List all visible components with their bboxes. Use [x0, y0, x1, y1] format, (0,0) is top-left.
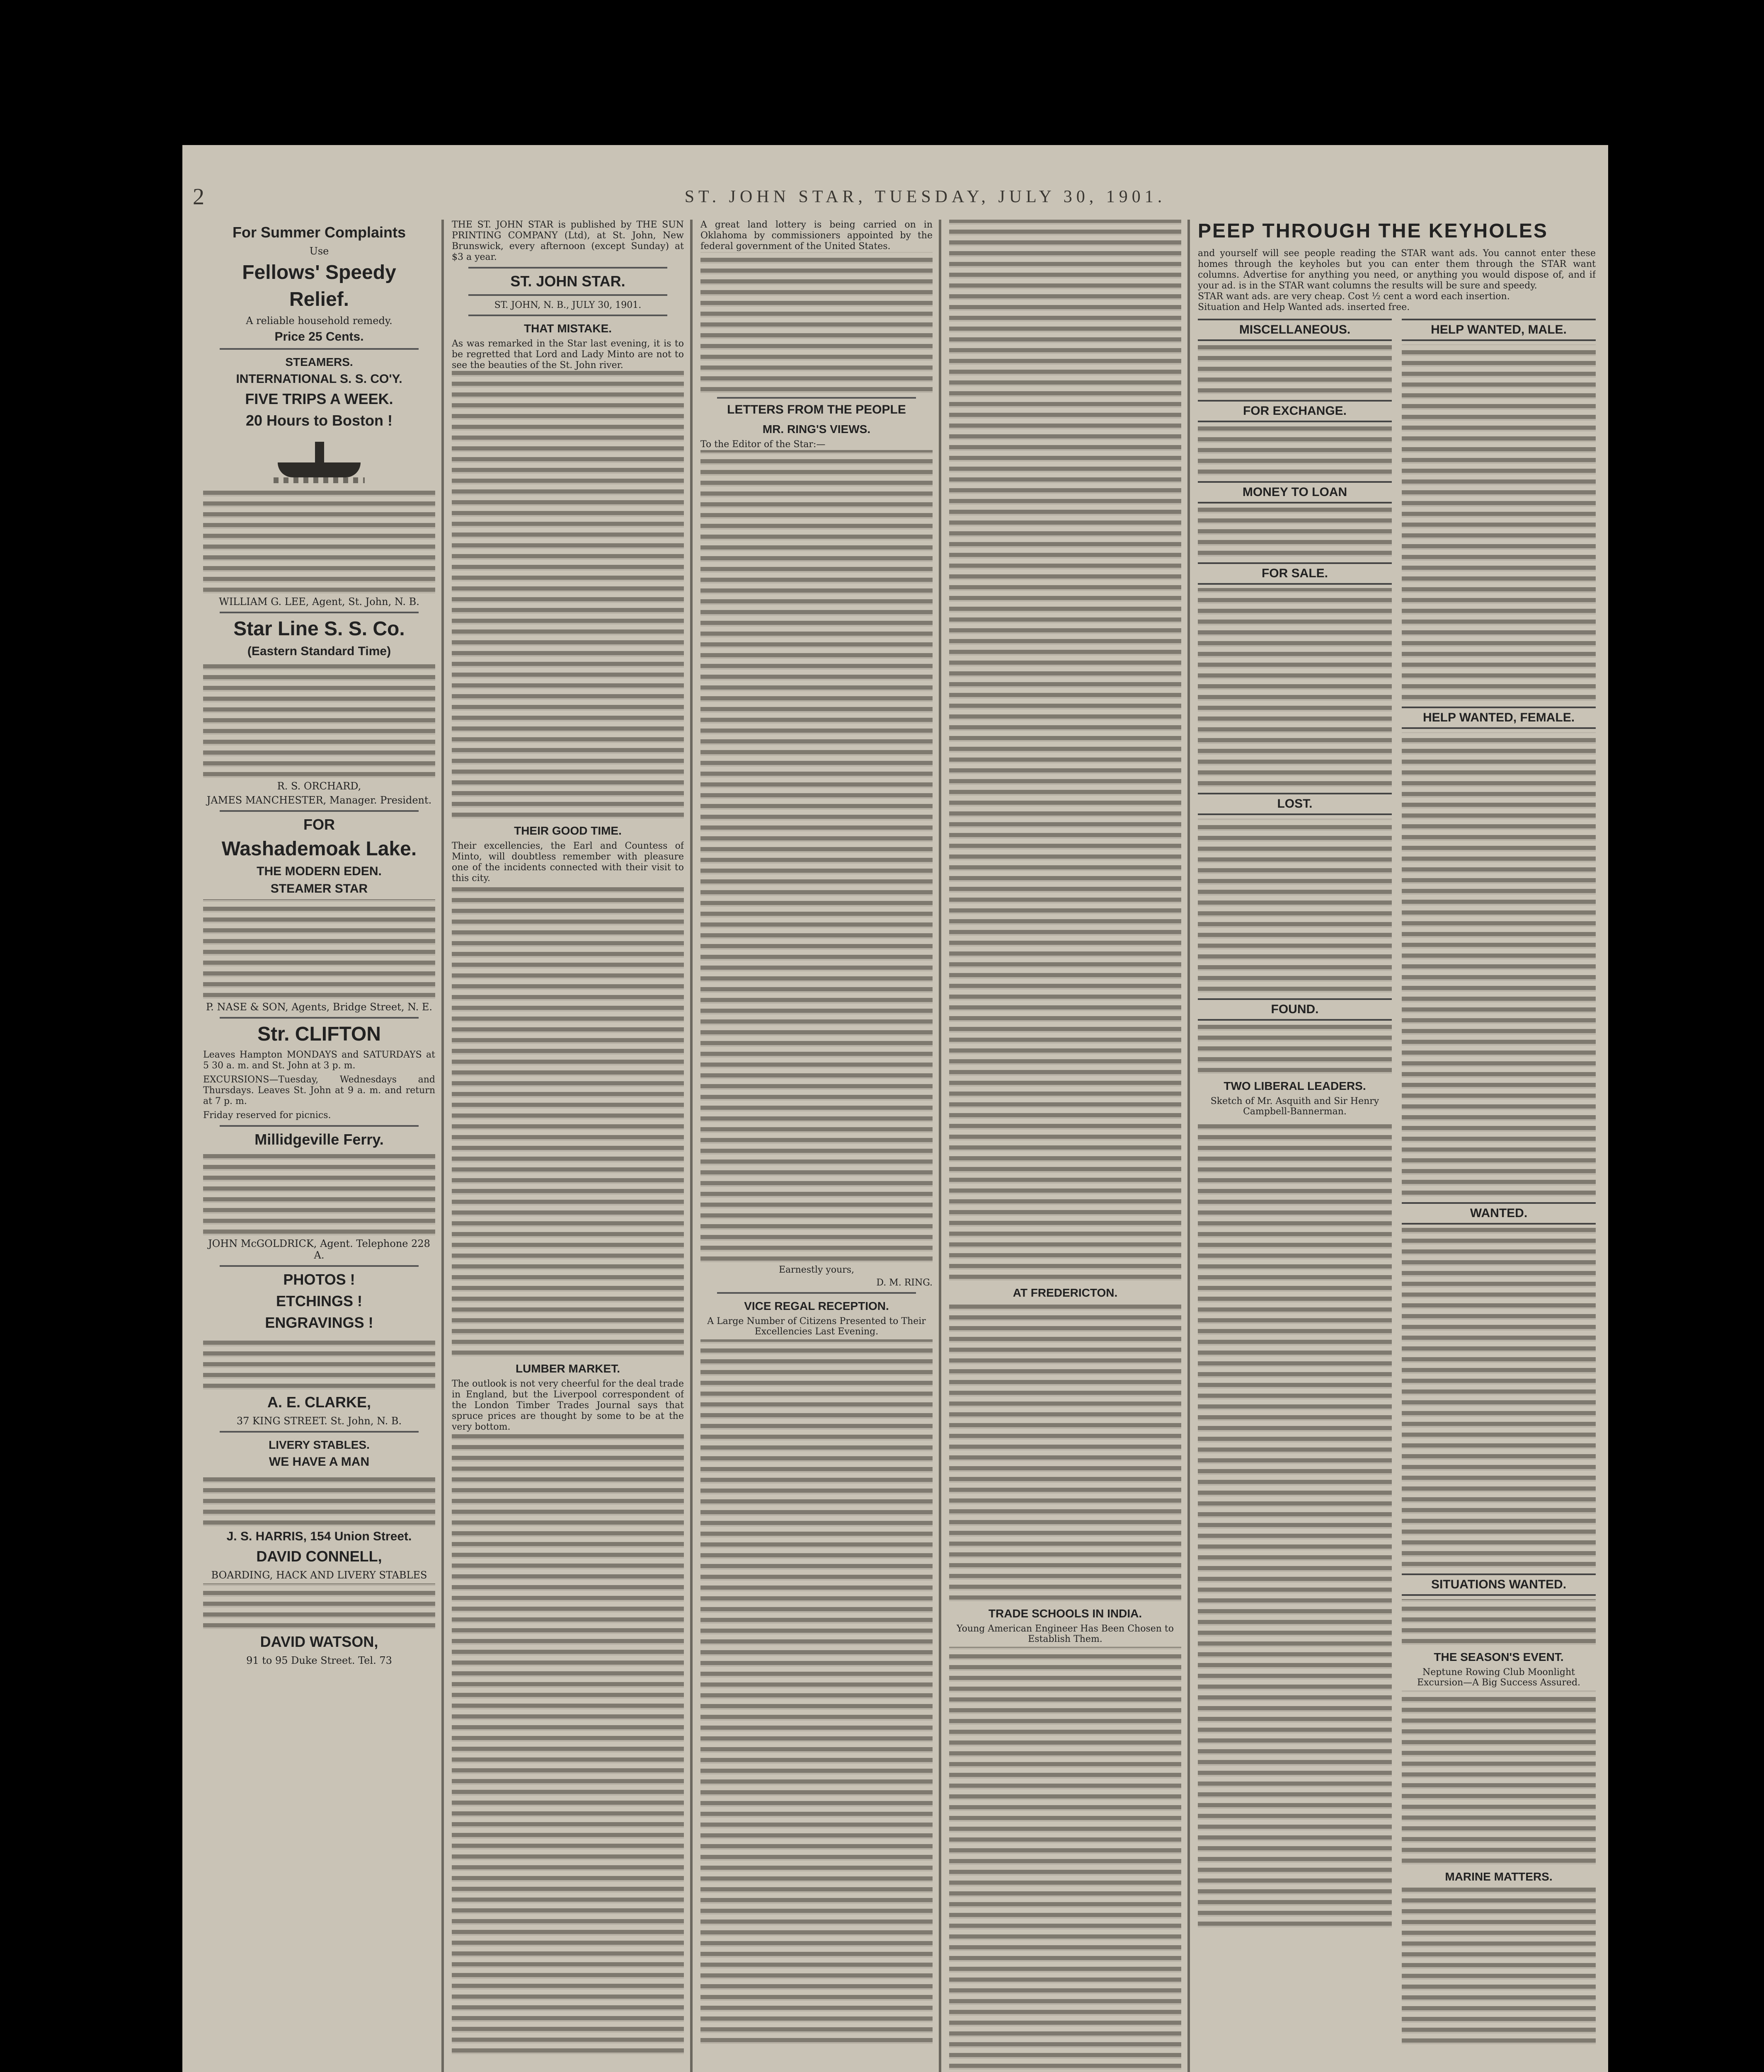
divider [220, 612, 419, 613]
marine-body [1402, 1887, 1596, 2044]
international-boston: 20 Hours to Boston ! [245, 412, 393, 429]
livery-connell-sub: BOARDING, HACK AND LIVERY STABLES [211, 1569, 427, 1581]
photos-firm: A. E. CLARKE, [267, 1394, 371, 1411]
ring-to: To the Editor of the Star:— [700, 439, 826, 450]
international-trips: FIVE TRIPS A WEEK. [245, 390, 393, 407]
trade-body [949, 1647, 1181, 2072]
wanted-body [1402, 1228, 1596, 1568]
classifieds-left [1198, 313, 1392, 2044]
lumber-lede: The outlook is not very cheerful for the deal trade in England, but the Liverpool correspondent of the London Timber Trades Journal says that spruce prices are thought by some to be at the very bottom. [452, 1379, 684, 1432]
connell-text [203, 1583, 435, 1629]
lumber-body [452, 1433, 684, 2054]
liberal-body [1198, 1119, 1392, 1927]
mistake-lede: As was remarked in the Star last evening, it is to be regretted that Lord and Lady Minto are not to see the beauties of the St. John river. [452, 339, 684, 370]
ad-summer-line2: Use [309, 245, 329, 257]
divider [220, 348, 419, 350]
livery-watson: DAVID WATSON, [260, 1633, 378, 1650]
starline-signed1: R. S. ORCHARD, [277, 780, 361, 792]
ring-body [700, 450, 933, 1262]
help-male-head: HELP WANTED, MALE. [1402, 319, 1596, 341]
photos-line1: PHOTOS ! [283, 1271, 355, 1288]
photos-line2: ETCHINGS ! [276, 1293, 362, 1310]
washademoak-agents: P. NASE & SON, Agents, Bridge Street, N. E. [206, 1001, 432, 1013]
ad-summer-line5: A reliable household remedy. [246, 315, 393, 327]
reception-continued-body [949, 220, 1181, 1280]
livery-head: LIVERY STABLES. [269, 1438, 370, 1451]
column-3 [700, 220, 933, 2072]
washademoak-eden: THE MODERN EDEN. [257, 864, 382, 878]
column-4 [949, 220, 1181, 2072]
season-sub: Neptune Rowing Club Moonlight Excursion—A Big Success Assured. [1417, 1667, 1581, 1688]
livery-text [203, 1472, 435, 1526]
steamship-illustration [274, 433, 365, 483]
column-rule [939, 220, 941, 2072]
column-2 [452, 220, 684, 2072]
misc-body [1198, 344, 1392, 394]
starline-signed2: JAMES MANCHESTER, Manager. President. [206, 794, 432, 806]
season-body [1402, 1690, 1596, 1864]
ad-summer-line6: Price 25 Cents. [274, 330, 364, 344]
loan-head: MONEY TO LOAN [1198, 481, 1392, 503]
letters-head: LETTERS FROM THE PEOPLE [727, 403, 906, 416]
found-body [1198, 1024, 1392, 1074]
paper-title: ST. JOHN STAR. [510, 273, 625, 290]
divider [468, 315, 667, 316]
newspaper-page [182, 145, 1608, 2072]
ad-summer-line1: For Summer Complaints [232, 224, 406, 241]
exchange-body [1198, 426, 1392, 475]
column-rule [441, 220, 444, 2072]
photos-text [203, 1336, 435, 1389]
starline-name: Star Line S. S. Co. [233, 618, 405, 640]
international-schedule-text [203, 486, 435, 593]
photos-addr: 37 KING STREET. St. John, N. B. [236, 1415, 402, 1427]
page-number: 2 [193, 184, 208, 210]
fredericton-body [949, 1303, 1181, 1601]
mistake-head: THAT MISTAKE. [523, 322, 612, 335]
lost-body [1198, 818, 1392, 992]
situations-body [1402, 1599, 1596, 1645]
lottery-lede: A great land lottery is being carried on in Oklahoma by commissioners appointed by the federal government of the United States. [700, 220, 933, 252]
column-1 [203, 220, 435, 2072]
publisher-notice: THE ST. JOHN STAR is published by THE SUN PRINTING COMPANY (Ltd), at St. John, New Brunswick, every afternoon (except Sunday) at $3 a year. [452, 220, 684, 262]
help-female-body [1402, 732, 1596, 1196]
sale-head: FOR SALE. [1198, 562, 1392, 585]
millidgeville-text [203, 1152, 435, 1235]
clifton-line2: EXCURSIONS—Tuesday, Wednesdays and Thursdays. Leaves St. John at 9 a. m. and return at 7 p. m. [203, 1075, 435, 1106]
mistake-body [452, 371, 684, 818]
wanted-head: WANTED. [1402, 1202, 1596, 1225]
starline-schedule-text [203, 662, 435, 778]
livery-watson-addr: 91 to 95 Duke Street. Tel. 73 [246, 1655, 392, 1666]
sale-body [1198, 588, 1392, 787]
livery-manwant: WE HAVE A MAN [269, 1455, 370, 1469]
ring-sign: Earnestly yours, [778, 1265, 855, 1275]
vice-head: VICE REGAL RECEPTION. [744, 1300, 889, 1312]
exchange-head: FOR EXCHANGE. [1198, 400, 1392, 422]
millidgeville-name: Millidgeville Ferry. [254, 1131, 384, 1148]
starline-sub: (Eastern Standard Time) [247, 644, 391, 658]
column-5 [1198, 220, 1596, 2072]
liberal-sub: Sketch of Mr. Asquith and Sir Henry Campbell-Bannerman. [1210, 1096, 1379, 1117]
washademoak-steamer: STEAMER STAR [270, 882, 368, 896]
keyholes-body: and yourself will see people reading the STAR want ads. You cannot enter these homes through the keyholes but you can enter them through the STAR want columns. Advertise for anything you need, or anything you would dispose of, and if your ad. is in the STAR want columns the results will be sure and speedy. [1198, 248, 1596, 291]
clifton-name: Str. CLIFTON [257, 1023, 381, 1045]
divider [220, 1431, 419, 1433]
millidgeville-agent: JOHN McGOLDRICK, Agent. Telephone 228 A. [208, 1238, 430, 1261]
divider [220, 1265, 419, 1267]
dateline: ST. JOHN, N. B., JULY 30, 1901. [494, 300, 642, 310]
divider [220, 810, 419, 812]
lumber-head: LUMBER MARKET. [516, 1362, 620, 1375]
good-time-lede: Their excellencies, the Earl and Countess of Minto, will doubtless remember with pleasure one of the incidents connected with their visit to this city. [452, 841, 684, 884]
good-time-body [452, 884, 684, 1356]
keyholes-foot: STAR want ads. are very cheap. Cost ½ cent a word each insertion. [1198, 291, 1510, 302]
marine-head: MARINE MATTERS. [1445, 1870, 1553, 1883]
column-rule [1187, 220, 1190, 2072]
lottery-body [700, 252, 933, 393]
help-female-head: HELP WANTED, FEMALE. [1402, 707, 1596, 729]
photos-line3: ENGRAVINGS ! [265, 1314, 373, 1331]
keyholes-head: PEEP THROUGH THE KEYHOLES [1198, 220, 1548, 242]
livery-harris: J. S. HARRIS, 154 Union Street. [226, 1530, 412, 1543]
section-steamers: STEAMERS. [285, 356, 353, 368]
divider [468, 267, 667, 269]
divider [220, 1017, 419, 1019]
found-head: FOUND. [1198, 998, 1392, 1021]
trade-sub: Young American Engineer Has Been Chosen to Establish Them. [956, 1624, 1174, 1644]
classifieds-right [1402, 313, 1596, 2044]
clifton-line1: Leaves Hampton MONDAYS and SATURDAYS at 5 30 a. m. and St. John at 3 p. m. [203, 1050, 435, 1071]
lost-head: LOST. [1198, 793, 1392, 815]
good-time-head: THEIR GOOD TIME. [514, 824, 622, 837]
trade-head: TRADE SCHOOLS IN INDIA. [988, 1607, 1142, 1620]
clifton-line3: Friday reserved for picnics. [203, 1110, 331, 1121]
divider [717, 397, 916, 399]
masthead [182, 182, 1608, 211]
divider [468, 294, 667, 296]
season-head: THE SEASON'S EVENT. [1434, 1651, 1564, 1663]
help-male-body [1402, 344, 1596, 701]
masthead-title: ST. JOHN STAR, TUESDAY, JULY 30, 1901. [684, 187, 1166, 206]
livery-connell: DAVID CONNELL, [256, 1548, 382, 1565]
ring-head: MR. RING'S VIEWS. [762, 423, 871, 436]
washademoak-name: Washademoak Lake. [221, 838, 417, 860]
column-rule [690, 220, 693, 2072]
loan-body [1198, 507, 1392, 557]
divider [717, 1292, 916, 1294]
ring-name: D. M. RING. [876, 1278, 933, 1288]
situations-head: SITUATIONS WANTED. [1402, 1573, 1596, 1596]
washademoak-text [203, 899, 435, 999]
liberal-head: TWO LIBERAL LEADERS. [1224, 1080, 1366, 1092]
ad-summer-line3: Fellows' Speedy [242, 261, 396, 283]
vice-sub: A Large Number of Citizens Presented to Their Excellencies Last Evening. [707, 1316, 926, 1337]
ad-summer-line4: Relief. [289, 288, 349, 310]
fredericton-head: AT FREDERICTON. [1013, 1286, 1118, 1299]
international-agent: WILLIAM G. LEE, Agent, St. John, N. B. [219, 596, 419, 608]
keyholes-foot2: Situation and Help Wanted ads. inserted free. [1198, 302, 1410, 312]
divider [220, 1125, 419, 1127]
international-name: INTERNATIONAL S. S. CO'Y. [236, 372, 402, 386]
washademoak-for: FOR [303, 816, 335, 833]
vice-body [700, 1339, 933, 2044]
misc-head: MISCELLANEOUS. [1198, 319, 1392, 341]
